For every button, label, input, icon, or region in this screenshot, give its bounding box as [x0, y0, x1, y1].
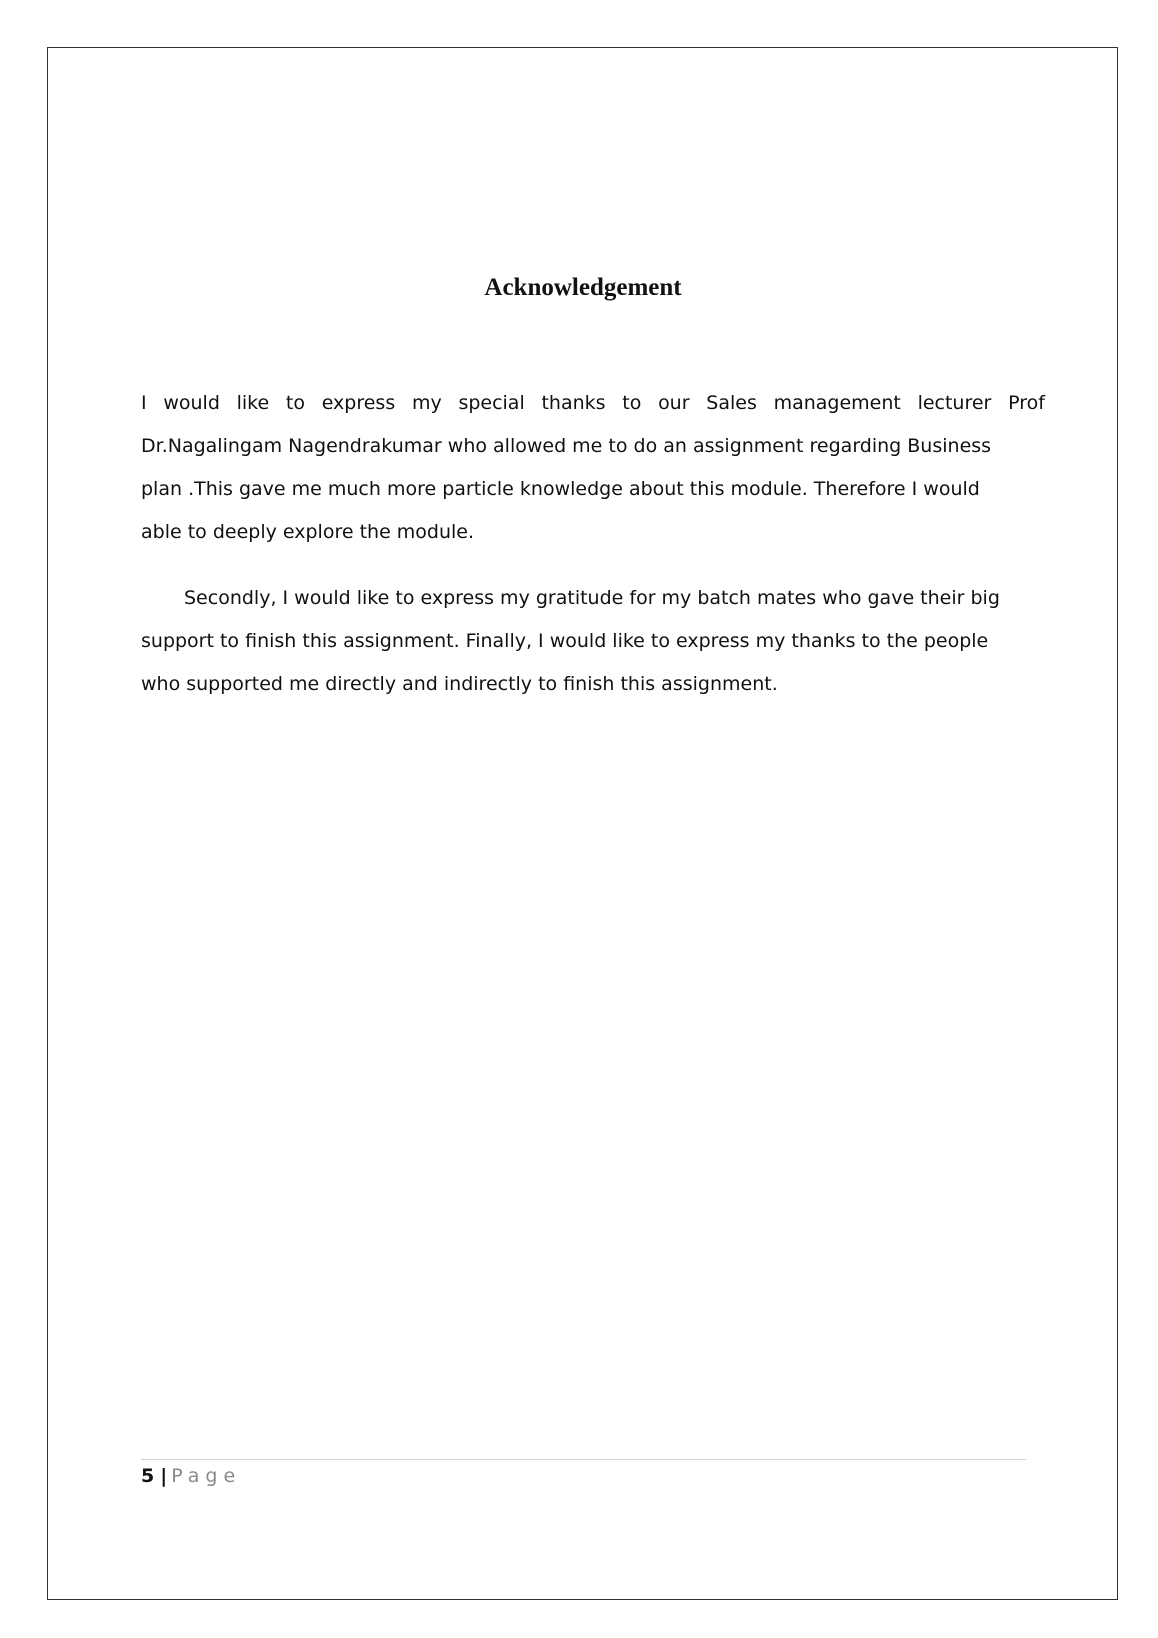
page-footer: [141, 1462, 241, 1490]
paragraph-line: able to deeply explore the module.: [141, 521, 475, 543]
paragraph-line: Dr.Nagalingam Nagendrakumar who allowed me to do an assignment regarding Business: [141, 435, 992, 457]
paragraph-line: support to finish this assignment. Finally, I would like to express my thanks to the people: [141, 630, 989, 652]
justified-word: to: [285, 392, 305, 414]
paragraph-line-justified: [141, 382, 1045, 425]
justified-word: Sales: [706, 392, 757, 414]
page-label: Page: [171, 1465, 242, 1487]
justified-word: management: [773, 392, 901, 414]
justified-word: would: [163, 392, 220, 414]
justified-word: my: [411, 392, 442, 414]
justified-word: lecturer: [917, 392, 992, 414]
justified-word: our: [658, 392, 690, 414]
justified-word: like: [236, 392, 270, 414]
paragraph-line: Secondly, I would like to express my gratitude for my batch mates who gave their big: [184, 587, 1000, 609]
paragraph-1: [141, 382, 1045, 554]
page-title: Acknowledgement: [484, 274, 682, 301]
paragraph-2: [141, 577, 1000, 706]
page-number: 5: [141, 1465, 155, 1487]
footer-separator: |: [160, 1465, 168, 1487]
justified-word: special: [458, 392, 525, 414]
justified-word: thanks: [541, 392, 606, 414]
paragraph-line: plan .This gave me much more particle knowledge about this module. Therefore I would: [141, 478, 980, 500]
justified-word: Prof: [1008, 392, 1045, 414]
justified-word: I: [141, 392, 147, 414]
footer-divider: [141, 1459, 1026, 1460]
justified-word: express: [321, 392, 396, 414]
justified-word: to: [622, 392, 642, 414]
paragraph-line: who supported me directly and indirectly to finish this assignment.: [141, 673, 778, 695]
